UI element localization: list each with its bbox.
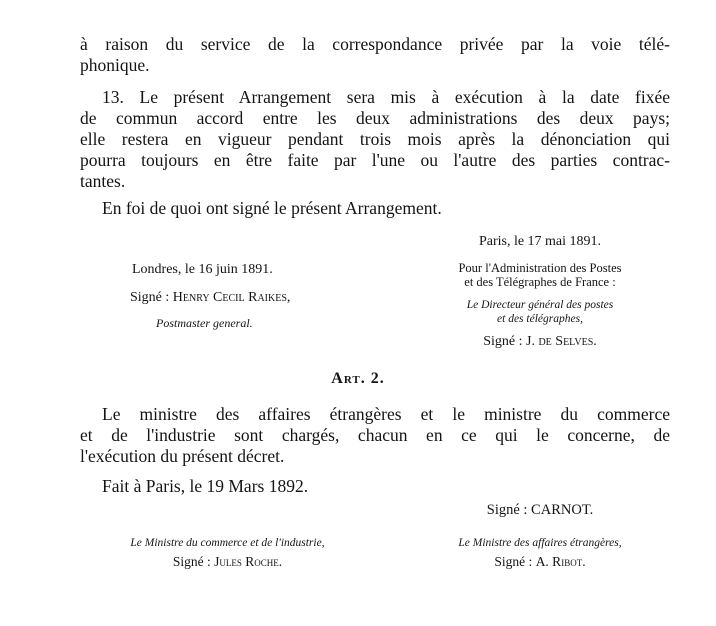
body-line: Le ministre des affaires étrangères et le ministre du commerce — [102, 404, 670, 424]
signature-org: et des Télégraphes de France : — [464, 275, 616, 289]
signature-line — [415, 554, 665, 570]
signature-role: Le Ministre des affaires étrangères, — [458, 537, 622, 549]
signed-prefix: Signé : — [172, 554, 215, 569]
signer-name: Jules Roche. — [214, 554, 283, 569]
signer-name: Henry Cecil Raikes, — [172, 290, 291, 305]
signer-name: J. de Selves. — [526, 334, 597, 349]
signature-line — [130, 290, 290, 306]
signature-role: Le Directeur général des postes — [466, 299, 614, 311]
signature-org: Pour l'Administration des Postes — [458, 261, 622, 275]
body-line: pourra toujours en être faite par l'une ou l'autre des parties contrac- — [80, 150, 670, 170]
signer-title: Postmaster general. — [156, 316, 253, 330]
body-line: de commun accord entre les deux administrations des deux pays; — [80, 108, 670, 128]
body-line: l'exécution du présent décret. — [80, 446, 285, 466]
signature-place-date: Londres, le 16 juin 1891. — [132, 262, 273, 277]
signed-prefix: Signé : — [494, 554, 536, 569]
signature-line — [425, 334, 655, 350]
article-heading: Art. 2. — [331, 370, 385, 387]
signature-role: et des télégraphes, — [497, 313, 583, 325]
signer-name: A. Ribot. — [535, 554, 586, 569]
body-line: phonique. — [80, 55, 150, 75]
body-line: En foi de quoi ont signé le présent Arrangement. — [102, 198, 442, 218]
signature-role: Le Ministre du commerce et de l'industrie, — [130, 537, 325, 549]
signature-line — [95, 554, 360, 570]
signed-prefix: Signé : — [483, 334, 526, 349]
done-at-line: Fait à Paris, le 19 Mars 1892. — [102, 476, 309, 496]
body-line: à raison du service de la correspondance privée par la voie télé- — [80, 34, 670, 54]
body-line: tantes. — [80, 171, 126, 191]
body-line: et de l'industrie sont chargés, chacun en ce qui le concerne, de — [80, 425, 670, 445]
signature-place-date: Paris, le 17 mai 1891. — [478, 234, 602, 249]
president-signature: Signé : CARNOT. — [486, 502, 594, 518]
body-line: elle restera en vigueur pendant trois mois après la dénonciation qui — [80, 129, 670, 149]
signed-prefix: Signé : — [130, 290, 173, 305]
body-line: 13. Le présent Arrangement sera mis à exécution à la date fixée — [102, 87, 670, 107]
